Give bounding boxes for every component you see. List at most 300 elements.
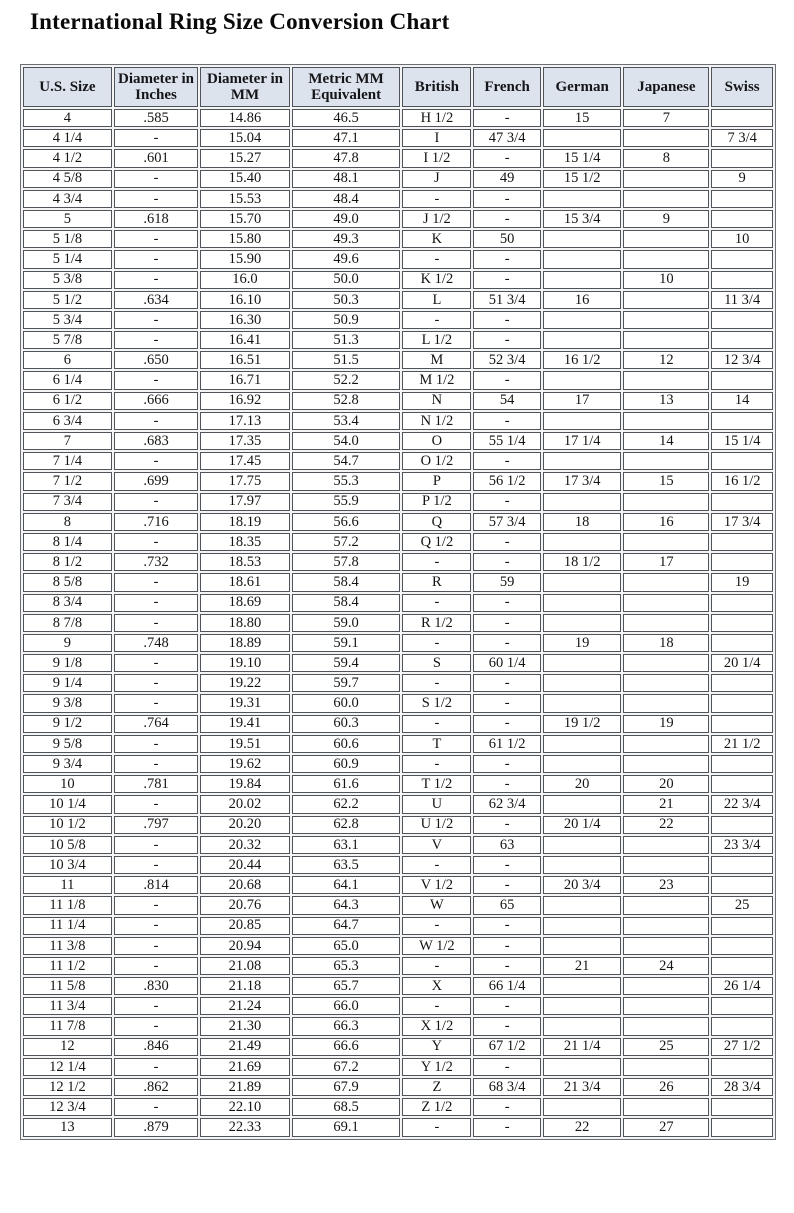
column-header: Japanese (623, 67, 709, 107)
cell: - (473, 190, 541, 208)
cell: 20.32 (200, 836, 290, 854)
cell: Y (402, 1038, 471, 1056)
cell (543, 573, 622, 591)
cell: .601 (114, 149, 198, 167)
cell (623, 250, 709, 268)
cell: 8 (623, 149, 709, 167)
cell: - (402, 190, 471, 208)
table-row (23, 634, 773, 652)
cell: 21.24 (200, 997, 290, 1015)
cell: 64.7 (292, 917, 401, 935)
cell (623, 1017, 709, 1035)
cell (711, 1058, 773, 1076)
header-row (23, 67, 773, 107)
cell: 66.0 (292, 997, 401, 1015)
column-header: French (473, 67, 541, 107)
table-header (23, 67, 773, 107)
cell (711, 109, 773, 127)
cell: 5 3/4 (23, 311, 112, 329)
cell: 18 (543, 513, 622, 531)
cell: .699 (114, 472, 198, 490)
cell: .748 (114, 634, 198, 652)
cell: 16.41 (200, 331, 290, 349)
cell: 15.53 (200, 190, 290, 208)
cell: 15 3/4 (543, 210, 622, 228)
cell: .650 (114, 351, 198, 369)
cell: 19.41 (200, 715, 290, 733)
cell: 21.18 (200, 977, 290, 995)
cell: 17 3/4 (711, 513, 773, 531)
cell (711, 1098, 773, 1116)
cell: - (114, 190, 198, 208)
cell: M 1/2 (402, 371, 471, 389)
cell (711, 876, 773, 894)
cell: - (114, 957, 198, 975)
table-row (23, 412, 773, 430)
cell: 19 (543, 634, 622, 652)
cell (623, 331, 709, 349)
column-header: British (402, 67, 471, 107)
cell: 15 1/4 (543, 149, 622, 167)
cell: 17.13 (200, 412, 290, 430)
cell (711, 614, 773, 632)
cell: 15.70 (200, 210, 290, 228)
cell: 63.1 (292, 836, 401, 854)
cell: 24 (623, 957, 709, 975)
cell (711, 917, 773, 935)
cell: 49.3 (292, 230, 401, 248)
cell: X 1/2 (402, 1017, 471, 1035)
cell: 22 (543, 1118, 622, 1136)
cell: 67 1/2 (473, 1038, 541, 1056)
cell: 19.22 (200, 674, 290, 692)
cell: - (473, 493, 541, 511)
cell: L (402, 291, 471, 309)
cell: - (473, 1017, 541, 1035)
cell: 55.3 (292, 472, 401, 490)
cell (623, 129, 709, 147)
cell: 13 (23, 1118, 112, 1136)
cell (623, 452, 709, 470)
cell: 47.8 (292, 149, 401, 167)
cell: Z 1/2 (402, 1098, 471, 1116)
cell: 8 1/4 (23, 533, 112, 551)
cell: 20.44 (200, 856, 290, 874)
cell: - (473, 452, 541, 470)
cell: - (114, 755, 198, 773)
cell: 12 3/4 (23, 1098, 112, 1116)
cell: .666 (114, 392, 198, 410)
cell (623, 977, 709, 995)
cell: K 1/2 (402, 271, 471, 289)
cell: 16.51 (200, 351, 290, 369)
cell (543, 997, 622, 1015)
cell: S 1/2 (402, 694, 471, 712)
cell: 4 (23, 109, 112, 127)
cell (711, 553, 773, 571)
cell: 20 1/4 (711, 654, 773, 672)
cell: 50.0 (292, 271, 401, 289)
cell: 19.51 (200, 735, 290, 753)
cell (711, 937, 773, 955)
cell: 12 1/2 (23, 1078, 112, 1096)
cell: 25 (623, 1038, 709, 1056)
table-row (23, 371, 773, 389)
table-row (23, 614, 773, 632)
cell: 18.61 (200, 573, 290, 591)
cell: 15 (543, 109, 622, 127)
cell: P 1/2 (402, 493, 471, 511)
table-row (23, 594, 773, 612)
table-row (23, 957, 773, 975)
cell (623, 654, 709, 672)
cell: 16 1/2 (711, 472, 773, 490)
cell: 18.80 (200, 614, 290, 632)
cell: 9 3/8 (23, 694, 112, 712)
cell: W (402, 896, 471, 914)
cell: .830 (114, 977, 198, 995)
cell (543, 917, 622, 935)
cell: 62.8 (292, 816, 401, 834)
cell: 7 3/4 (711, 129, 773, 147)
cell: 18.53 (200, 553, 290, 571)
cell: 8 7/8 (23, 614, 112, 632)
cell: 58.4 (292, 594, 401, 612)
cell: 4 3/4 (23, 190, 112, 208)
cell: - (473, 775, 541, 793)
cell: Y 1/2 (402, 1058, 471, 1076)
cell: 6 1/2 (23, 392, 112, 410)
cell: 6 1/4 (23, 371, 112, 389)
cell (623, 937, 709, 955)
cell: 23 (623, 876, 709, 894)
cell: 15.27 (200, 149, 290, 167)
cell: - (473, 250, 541, 268)
cell: 9 (23, 634, 112, 652)
cell (543, 856, 622, 874)
cell: - (473, 997, 541, 1015)
cell: - (114, 533, 198, 551)
cell (623, 230, 709, 248)
cell: - (473, 634, 541, 652)
cell: 11 1/2 (23, 957, 112, 975)
cell: 19.10 (200, 654, 290, 672)
cell (711, 957, 773, 975)
cell (623, 412, 709, 430)
cell: - (473, 149, 541, 167)
cell: 7 3/4 (23, 493, 112, 511)
cell: 5 1/8 (23, 230, 112, 248)
cell: 10 5/8 (23, 836, 112, 854)
cell: - (402, 594, 471, 612)
table-row (23, 775, 773, 793)
cell (623, 674, 709, 692)
cell: 6 (23, 351, 112, 369)
cell: V (402, 836, 471, 854)
table-row (23, 795, 773, 813)
cell: 15 (623, 472, 709, 490)
cell: - (114, 573, 198, 591)
cell: 19.31 (200, 694, 290, 712)
cell: 10 (711, 230, 773, 248)
cell: .814 (114, 876, 198, 894)
cell: K (402, 230, 471, 248)
cell: T (402, 735, 471, 753)
cell: 21.49 (200, 1038, 290, 1056)
cell: 20.68 (200, 876, 290, 894)
cell (543, 271, 622, 289)
cell: 7 (623, 109, 709, 127)
cell (543, 129, 622, 147)
cell: 60.6 (292, 735, 401, 753)
cell: - (402, 634, 471, 652)
cell (711, 250, 773, 268)
cell: 9 3/4 (23, 755, 112, 773)
cell: 12 3/4 (711, 351, 773, 369)
cell (711, 715, 773, 733)
cell: 21.08 (200, 957, 290, 975)
cell: - (473, 937, 541, 955)
cell: 56.6 (292, 513, 401, 531)
cell (711, 1118, 773, 1136)
cell: 16.30 (200, 311, 290, 329)
cell (543, 1098, 622, 1116)
cell (711, 371, 773, 389)
table-row (23, 190, 773, 208)
cell: 11 7/8 (23, 1017, 112, 1035)
cell: 56 1/2 (473, 472, 541, 490)
cell: 21.69 (200, 1058, 290, 1076)
cell: - (402, 250, 471, 268)
cell: 15.40 (200, 170, 290, 188)
cell: 63.5 (292, 856, 401, 874)
cell: O 1/2 (402, 452, 471, 470)
cell (623, 573, 709, 591)
cell: 15 1/2 (543, 170, 622, 188)
cell: 12 1/4 (23, 1058, 112, 1076)
cell: 49 (473, 170, 541, 188)
cell: - (402, 755, 471, 773)
column-header: Metric MM Equivalent (292, 67, 401, 107)
cell (711, 271, 773, 289)
cell: .781 (114, 775, 198, 793)
table-row (23, 513, 773, 531)
table-row (23, 896, 773, 914)
cell: J (402, 170, 471, 188)
cell: - (473, 1058, 541, 1076)
cell: - (473, 1098, 541, 1116)
cell: - (473, 553, 541, 571)
cell: .716 (114, 513, 198, 531)
cell (711, 856, 773, 874)
cell: 11 1/4 (23, 917, 112, 935)
cell: - (473, 856, 541, 874)
cell: 20.76 (200, 896, 290, 914)
column-header: Diameter in MM (200, 67, 290, 107)
cell: - (473, 1118, 541, 1136)
table-row (23, 493, 773, 511)
cell: V 1/2 (402, 876, 471, 894)
table-row (23, 715, 773, 733)
cell: 11 3/8 (23, 937, 112, 955)
cell (543, 493, 622, 511)
cell (543, 694, 622, 712)
cell: - (402, 715, 471, 733)
cell: 17.75 (200, 472, 290, 490)
cell: W 1/2 (402, 937, 471, 955)
cell: 8 (23, 513, 112, 531)
cell (623, 594, 709, 612)
cell: N 1/2 (402, 412, 471, 430)
cell (543, 452, 622, 470)
cell: - (473, 917, 541, 935)
table-row (23, 170, 773, 188)
cell: 15.80 (200, 230, 290, 248)
table-row (23, 937, 773, 955)
cell: - (114, 1058, 198, 1076)
table-row (23, 553, 773, 571)
cell (623, 755, 709, 773)
cell: 67.2 (292, 1058, 401, 1076)
cell: 54.0 (292, 432, 401, 450)
cell: - (114, 230, 198, 248)
table-row (23, 472, 773, 490)
cell: 66.3 (292, 1017, 401, 1035)
cell: P (402, 472, 471, 490)
cell: Z (402, 1078, 471, 1096)
cell: 10 (23, 775, 112, 793)
cell: 12 (623, 351, 709, 369)
cell: 10 (623, 271, 709, 289)
table-row (23, 230, 773, 248)
cell (711, 634, 773, 652)
cell: 51.5 (292, 351, 401, 369)
cell: 5 (23, 210, 112, 228)
cell: 65.3 (292, 957, 401, 975)
cell: 4 5/8 (23, 170, 112, 188)
cell: 60.9 (292, 755, 401, 773)
cell: N (402, 392, 471, 410)
cell: 49.6 (292, 250, 401, 268)
cell (711, 594, 773, 612)
cell: X (402, 977, 471, 995)
cell (623, 1058, 709, 1076)
cell: 11 3/4 (711, 291, 773, 309)
table-row (23, 816, 773, 834)
cell: 9 1/4 (23, 674, 112, 692)
cell: 14.86 (200, 109, 290, 127)
cell: 54.7 (292, 452, 401, 470)
cell: 17 1/4 (543, 432, 622, 450)
cell (623, 291, 709, 309)
cell: 17.45 (200, 452, 290, 470)
cell: 18 (623, 634, 709, 652)
cell: - (473, 109, 541, 127)
cell (543, 755, 622, 773)
cell: J 1/2 (402, 210, 471, 228)
column-header: U.S. Size (23, 67, 112, 107)
table-row (23, 452, 773, 470)
cell: 47.1 (292, 129, 401, 147)
table-row (23, 291, 773, 309)
cell: 16 (623, 513, 709, 531)
cell: - (473, 715, 541, 733)
cell: 21 1/2 (711, 735, 773, 753)
cell (711, 694, 773, 712)
cell: - (473, 271, 541, 289)
cell: 19.84 (200, 775, 290, 793)
cell: - (114, 674, 198, 692)
cell: - (402, 997, 471, 1015)
cell: U (402, 795, 471, 813)
cell: 60.0 (292, 694, 401, 712)
cell: 9 1/8 (23, 654, 112, 672)
cell: - (114, 271, 198, 289)
cell: 68.5 (292, 1098, 401, 1116)
cell: 18 1/2 (543, 553, 622, 571)
cell: 69.1 (292, 1118, 401, 1136)
cell: - (114, 735, 198, 753)
cell: .732 (114, 553, 198, 571)
table-row (23, 351, 773, 369)
table-row (23, 573, 773, 591)
cell (623, 533, 709, 551)
cell (711, 997, 773, 1015)
cell (623, 493, 709, 511)
cell: 16.0 (200, 271, 290, 289)
cell (543, 311, 622, 329)
cell: 11 3/4 (23, 997, 112, 1015)
cell: 20 3/4 (543, 876, 622, 894)
table-row (23, 1017, 773, 1035)
cell: - (114, 452, 198, 470)
cell: - (114, 129, 198, 147)
cell: .879 (114, 1118, 198, 1136)
table-row (23, 856, 773, 874)
table-row (23, 735, 773, 753)
cell: 7 (23, 432, 112, 450)
table-row (23, 997, 773, 1015)
cell: 16 (543, 291, 622, 309)
cell: - (114, 331, 198, 349)
cell (711, 331, 773, 349)
cell (711, 816, 773, 834)
cell (711, 452, 773, 470)
cell: O (402, 432, 471, 450)
cell: S (402, 654, 471, 672)
cell: - (114, 896, 198, 914)
cell (711, 533, 773, 551)
table-row (23, 694, 773, 712)
cell (543, 331, 622, 349)
cell: 26 1/4 (711, 977, 773, 995)
table-row (23, 1118, 773, 1136)
cell: 14 (623, 432, 709, 450)
cell: 49.0 (292, 210, 401, 228)
cell: 14 (711, 392, 773, 410)
cell: 66 1/4 (473, 977, 541, 995)
cell: 65.7 (292, 977, 401, 995)
cell (623, 371, 709, 389)
cell: 22.33 (200, 1118, 290, 1136)
page-title: International Ring Size Conversion Chart (30, 9, 450, 34)
table-row (23, 271, 773, 289)
cell: - (114, 371, 198, 389)
cell: 58.4 (292, 573, 401, 591)
cell: 62 3/4 (473, 795, 541, 813)
column-header: German (543, 67, 622, 107)
cell: U 1/2 (402, 816, 471, 834)
